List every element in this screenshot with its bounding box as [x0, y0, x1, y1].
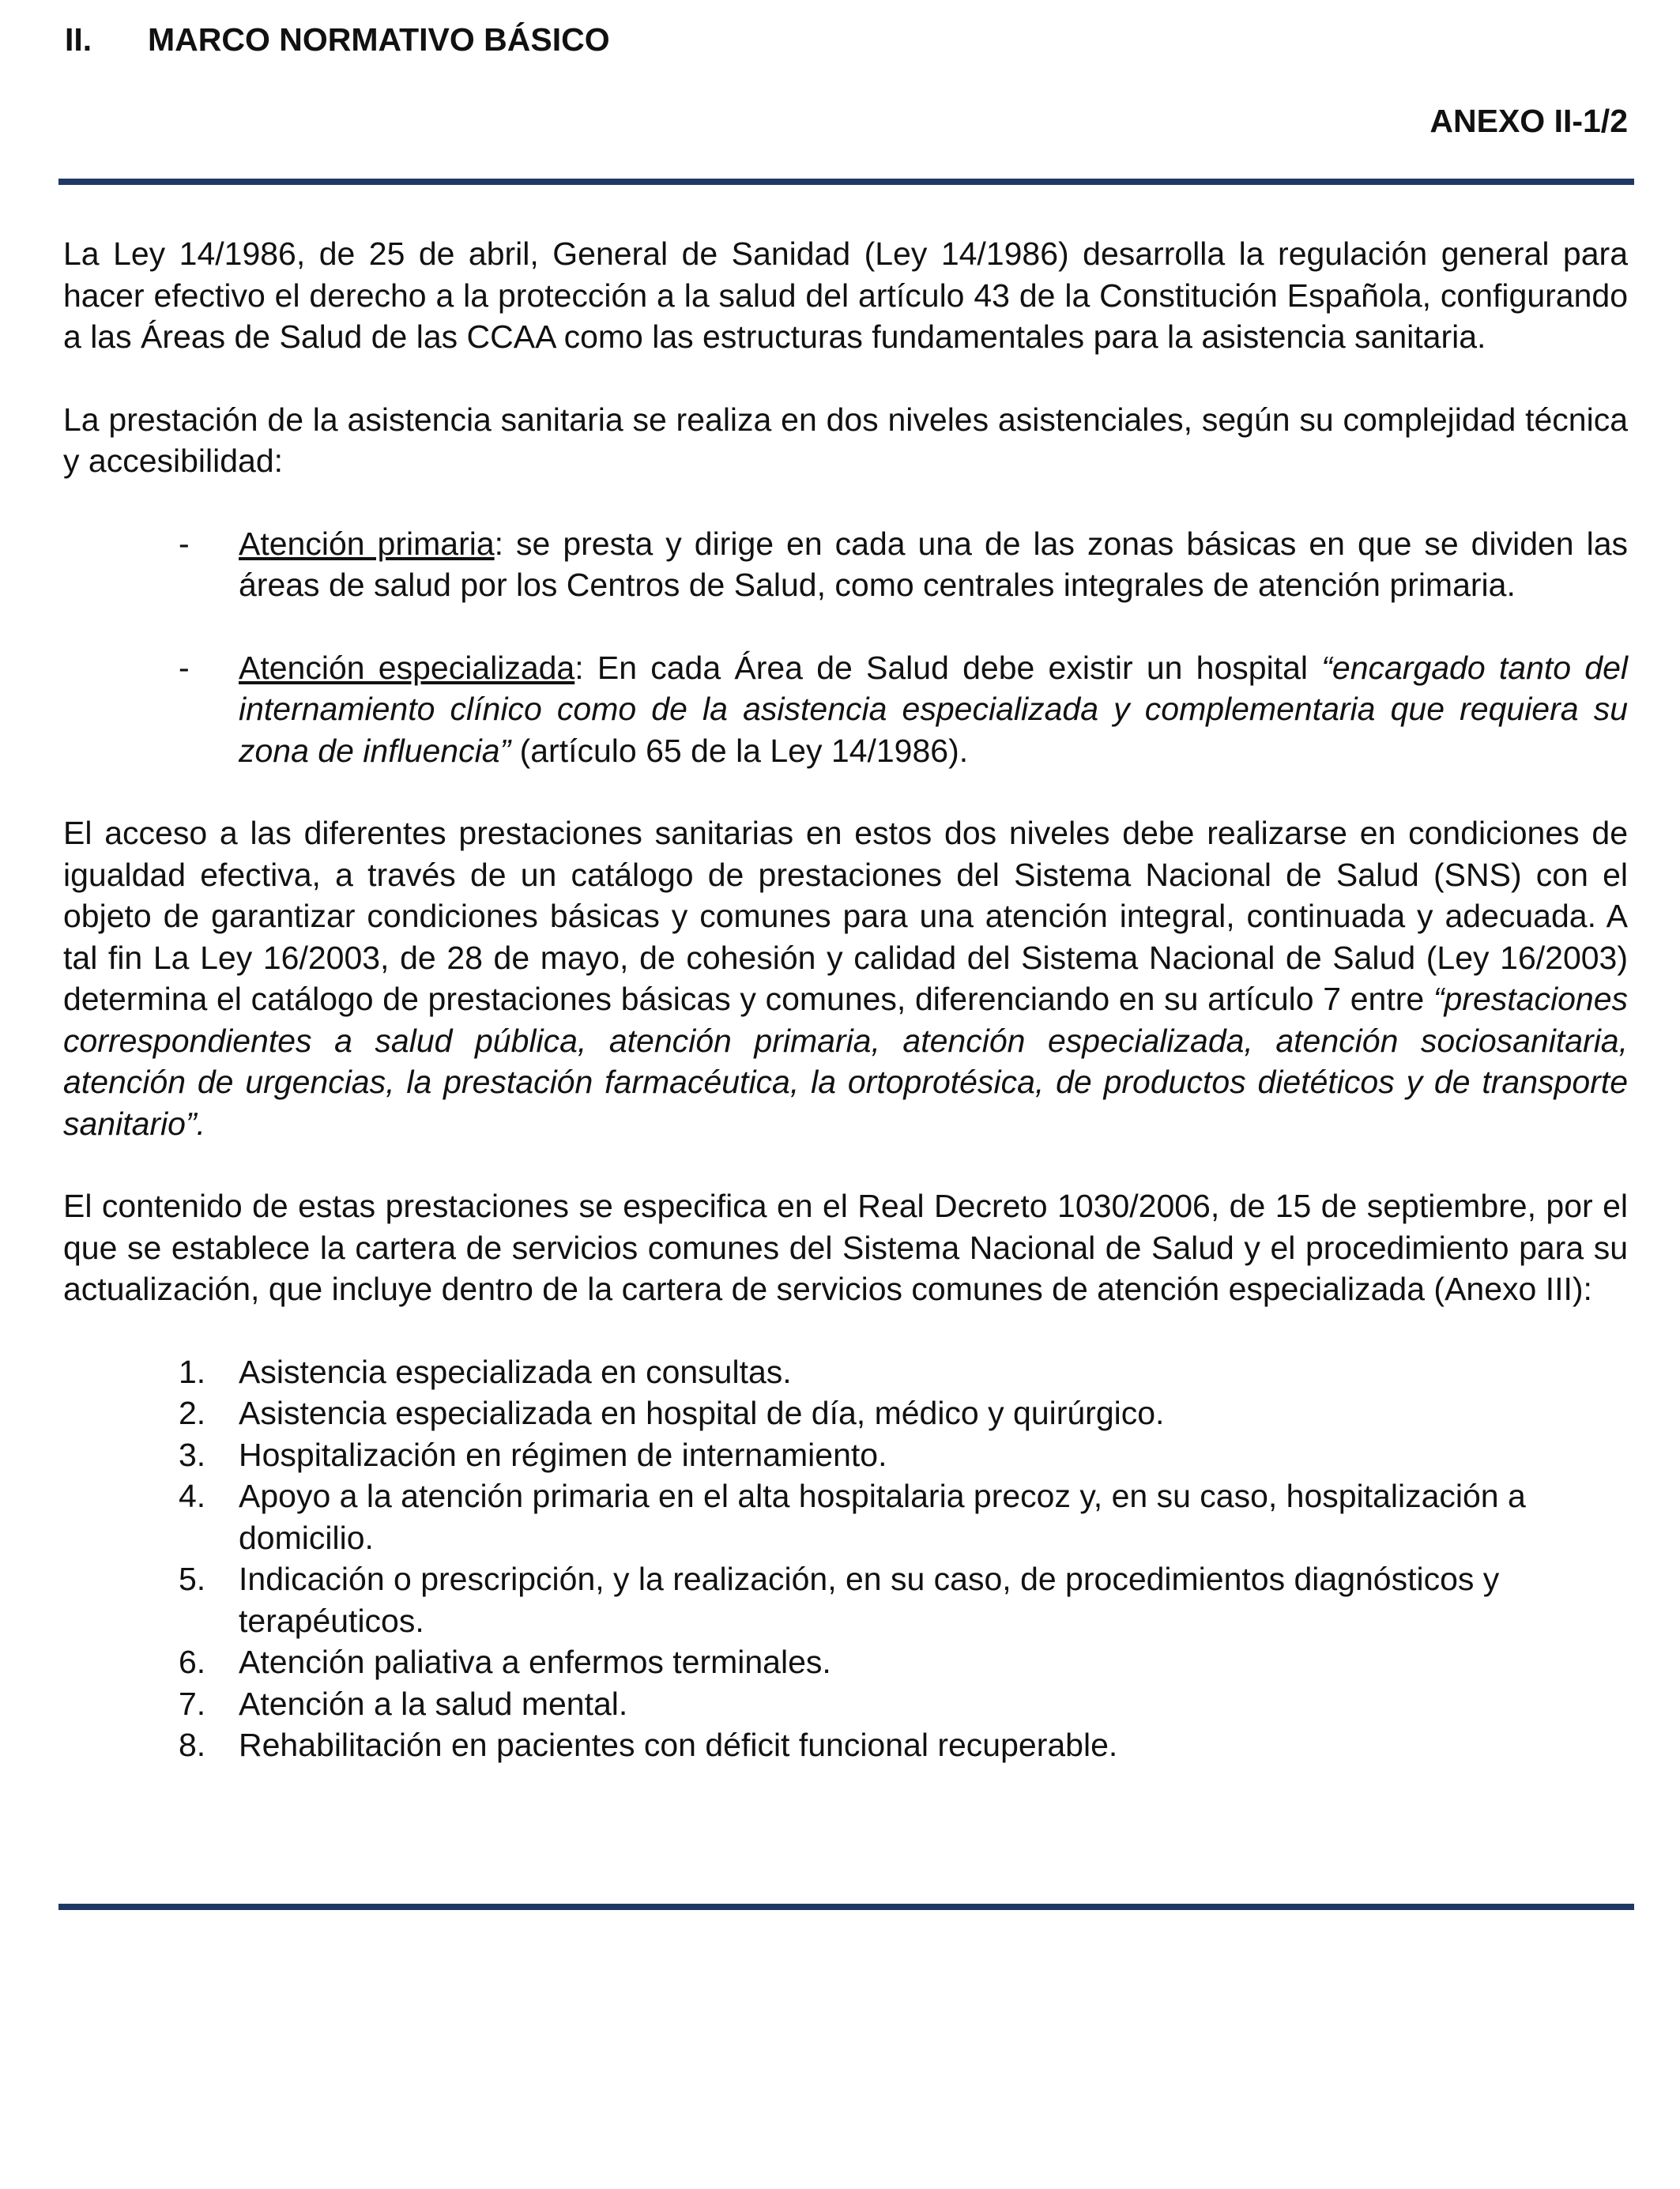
section-number: II.: [65, 21, 92, 58]
quote-hospital: “encargado tanto del internamiento clínico como de la asistencia especializada y complementaria que requiera su zona de influencia”: [239, 649, 1629, 769]
list-item-text: Atención paliativa a enfermos terminales.: [239, 1644, 831, 1680]
list-number: 5.: [179, 1561, 206, 1597]
list-item-atencion-primaria: [63, 523, 1628, 606]
paragraph-real-decreto: El contenido de estas prestaciones se especifica en el Real Decreto 1030/2006, de 15 de septiembre, por el que se establece la cartera de servicios comunes del Sistema Nacional de Salud y el procedimiento para su actualización, que incluye dentro de la cartera de servicios comunes de atención especializada (Anexo III):: [63, 1188, 1628, 1307]
list-number: 8.: [179, 1727, 206, 1763]
list-item-text: Asistencia especializada en hospital de día, médico y quirúrgico.: [239, 1395, 1165, 1431]
list-item: [63, 1434, 1628, 1476]
quote-prestaciones: “prestaciones correspondientes a salud pública, atención primaria, atención especializada, atención sociosanitaria, atención de urgencias, la prestación farmacéutica, la ortoprotésica, de productos dietéticos y de transporte sanitario”.: [63, 981, 1628, 1142]
list-number: 7.: [179, 1685, 206, 1722]
paragraph-ley-general-sanidad: La Ley 14/1986, de 25 de abril, General de Sanidad (Ley 14/1986) desarrolla la regulación general para hacer efectivo el derecho a la protección a la salud del artículo 43 de la Constitución Española, configurando a las Áreas de Salud de las CCAA como las estructuras fundamentales para la asistencia sanitaria.: [63, 235, 1628, 355]
list-number: 1.: [179, 1353, 206, 1390]
care-levels-list: [63, 523, 1628, 772]
bullet-dash: -: [179, 649, 190, 686]
list-item-atencion-especializada: [63, 647, 1628, 772]
list-item: [63, 1558, 1628, 1641]
annex-label: ANEXO II-1/2: [1430, 103, 1628, 139]
bottom-divider: [58, 1904, 1634, 1910]
term-atencion-primaria: Atención primaria: [239, 525, 495, 562]
list-item-text: Rehabilitación en pacientes con déficit funcional recuperable.: [239, 1727, 1118, 1763]
list-item-text: Hospitalización en régimen de internamiento.: [239, 1436, 887, 1473]
list-item-text: Apoyo a la atención primaria en el alta hospitalaria precoz y, en su caso, hospitalización a domicilio.: [239, 1478, 1526, 1556]
description-atencion-primaria: : se presta y dirige en cada una de las zonas básicas en que se dividen las áreas de salud por los Centros de Salud, como centrales integrales de atención primaria.: [239, 525, 1629, 603]
list-number: 3.: [179, 1436, 206, 1473]
list-item: [63, 1351, 1628, 1393]
section-title: MARCO NORMATIVO BÁSICO: [148, 21, 610, 58]
list-item: [63, 1683, 1628, 1725]
list-item: [63, 1392, 1628, 1434]
section-heading: [65, 17, 610, 62]
description-atencion-especializada: : En cada Área de Salud debe existir un hospital: [574, 649, 1322, 686]
top-divider: [58, 179, 1634, 185]
list-item: [63, 1475, 1628, 1558]
paragraph-catalogo-prestaciones: [63, 812, 1628, 1144]
list-item: [63, 1724, 1628, 1766]
list-number: 4.: [179, 1478, 206, 1514]
term-atencion-especializada: Atención especializada: [239, 649, 575, 686]
paragraph-catalogo-text: El acceso a las diferentes prestaciones sanitarias en estos dos niveles debe realizarse en condiciones de igualdad efectiva, a través de un catálogo de prestaciones del Sistema Nacional de Salud (SNS) con el objeto de garantizar condiciones básicas y comunes para una atención integral, continuada y adecuada. A tal fin La Ley 16/2003, de 28 de mayo, de cohesión y calidad del Sistema Nacional de Salud (Ley 16/2003) determina el catálogo de prestaciones básicas y comunes, diferenciando en su artículo 7 entre: [63, 815, 1628, 1017]
list-number: 6.: [179, 1644, 206, 1680]
services-list: [63, 1351, 1628, 1766]
paragraph-niveles-asistenciales: La prestación de la asistencia sanitaria se realiza en dos niveles asistenciales, según su complejidad técnica y accesibilidad:: [63, 401, 1628, 479]
list-item-text: Indicación o prescripción, y la realización, en su caso, de procedimientos diagnósticos y terapéuticos.: [239, 1561, 1500, 1639]
list-item-text: Atención a la salud mental.: [239, 1685, 628, 1722]
document-body: [63, 233, 1628, 1766]
bullet-dash: -: [179, 525, 190, 562]
list-item: [63, 1641, 1628, 1683]
list-number: 2.: [179, 1395, 206, 1431]
list-item-text: Asistencia especializada en consultas.: [239, 1353, 792, 1390]
citation-articulo-65: (artículo 65 de la Ley 14/1986).: [510, 732, 969, 769]
